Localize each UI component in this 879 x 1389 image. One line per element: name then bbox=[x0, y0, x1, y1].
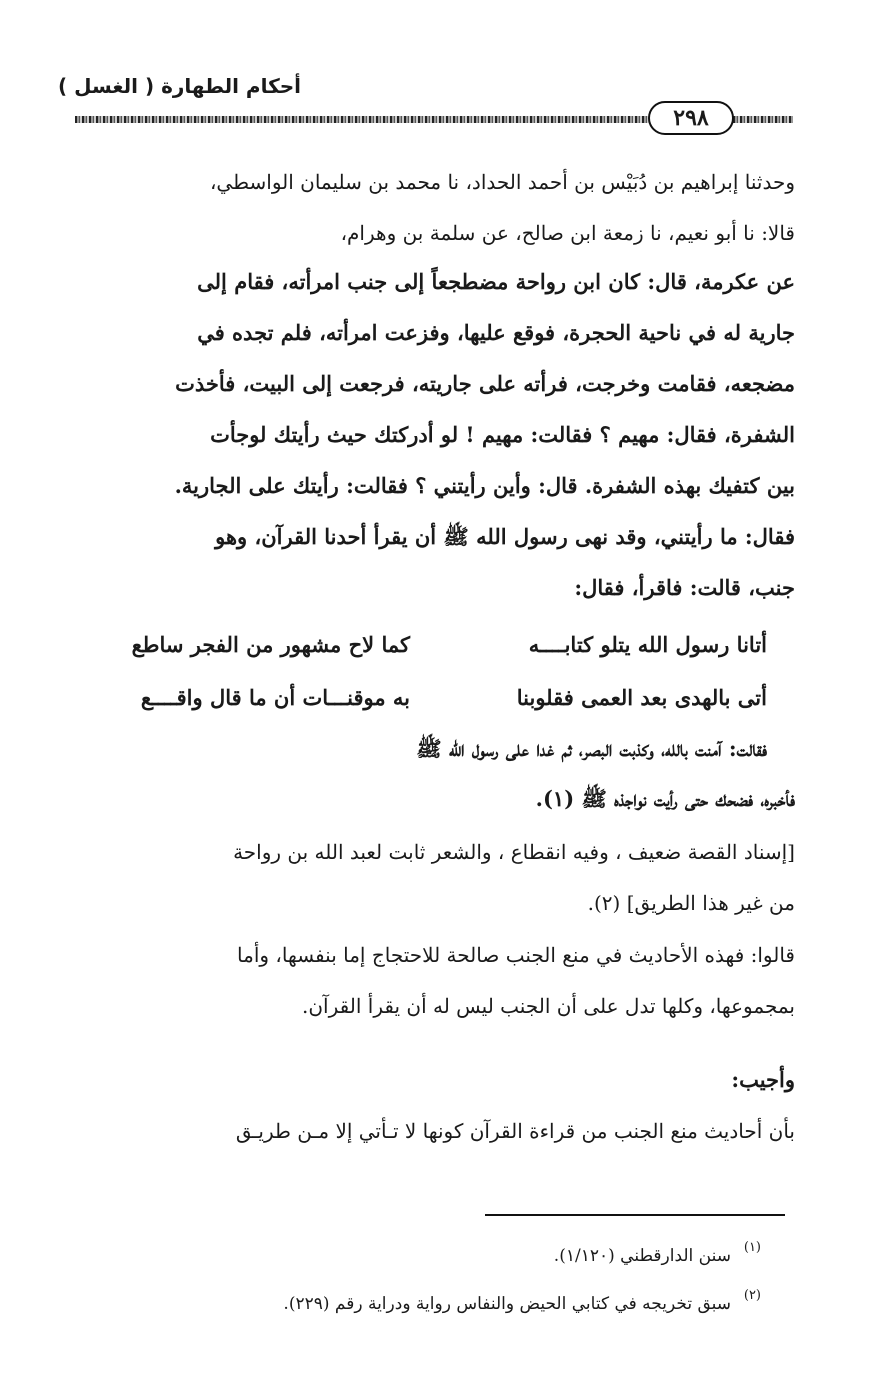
conclusion-line-1: قالوا: فهذه الأحاديث في منع الجنب صالحة للاحتجاج إما بنفسها، وأما bbox=[237, 943, 795, 967]
footnote-1-number: (١) bbox=[743, 1240, 761, 1255]
conclusion-line-2: بمجموعها، وكلها تدل على أن الجنب ليس له أن يقرأ القرآن. bbox=[302, 994, 795, 1018]
footnote-2-text: سبق تخريجه في كتابي الحيض والنفاس رواية ودراية رقم (٢٢٩). bbox=[283, 1294, 731, 1314]
text-line-4: جارية له في ناحية الحجرة، فوقع عليها، وفزعت امرأته، فلم تجده في bbox=[197, 320, 795, 345]
verse-1-second-hemistich: كما لاح مشهور من الفجر ساطع bbox=[131, 632, 410, 657]
page-number: ٢٩٨ bbox=[673, 105, 709, 131]
text-line-5: مضجعه، فقامت وخرجت، فرأته على جاريته، فرجعت إلى البيت، فأخذت bbox=[175, 371, 795, 396]
text-line-3: عن عكرمة، قال: كان ابن رواحة مضطجعاً إلى جنب امرأته، فقام إلى bbox=[197, 269, 795, 294]
page-number-badge bbox=[648, 101, 734, 135]
footnote-separator bbox=[485, 1214, 785, 1216]
footnote-2-number: (٢) bbox=[743, 1288, 761, 1303]
verse-2-second-hemistich: به موقنـــات أن ما قال واقــــع bbox=[140, 685, 410, 710]
text-line-9: جنب، قالت: فاقرأ، فقال: bbox=[574, 575, 795, 600]
grading-line-1: [إسناد القصة ضعيف ، وفيه انقطاع ، والشعر ثابت لعبد الله بن رواحة bbox=[233, 840, 795, 864]
text-line-6: الشفرة، فقال: مهيم ؟ فقالت: مهيم ! لو أدركتك حيث رأيتك لوجأت bbox=[210, 422, 795, 447]
text-line-10: فقالت: آمنت بالله، وكذبت البصر، ثم غدا على رسول الله ﷺ bbox=[416, 736, 767, 761]
footnote-1-text: سنن الدارقطني (١/١٢٠). bbox=[553, 1246, 731, 1266]
text-line-7: بين كتفيك بهذه الشفرة. قال: وأين رأيتني ؟ فقالت: رأيتك على الجارية. bbox=[174, 473, 795, 498]
grading-line-2: من غير هذا الطريق] (٢). bbox=[587, 891, 795, 915]
footnote-2 bbox=[283, 1288, 761, 1314]
text-line-1: وحدثنا إبراهيم بن دُبَيْس بن أحمد الحداد، نا محمد بن سليمان الواسطي، bbox=[209, 170, 795, 194]
answer-heading: وأجيب: bbox=[731, 1067, 795, 1092]
running-header-title: أحكام الطهارة ( الغسل ) bbox=[58, 74, 301, 98]
footnote-1 bbox=[553, 1240, 761, 1266]
text-line-2: قالا: نا أبو نعيم، نا زمعة ابن صالح، عن سلمة بن وهرام، bbox=[340, 221, 795, 245]
answer-line: بأن أحاديث منع الجنب من قراءة القرآن كونها لا تـأتي إلا مـن طريـق bbox=[235, 1119, 795, 1143]
verse-1-first-hemistich: أتانا رسول الله يتلو كتابــــه bbox=[528, 632, 767, 657]
text-line-8: فقال: ما رأيتني، وقد نهى رسول الله ﷺ أن يقرأ أحدنا القرآن، وهو bbox=[215, 524, 795, 549]
text-line-11: فأخبره، فضحك حتى رأيت نواجذه ﷺ (١). bbox=[535, 786, 795, 811]
verse-2-first-hemistich: أتى بالهدى بعد العمى فقلوبنا bbox=[516, 685, 767, 710]
